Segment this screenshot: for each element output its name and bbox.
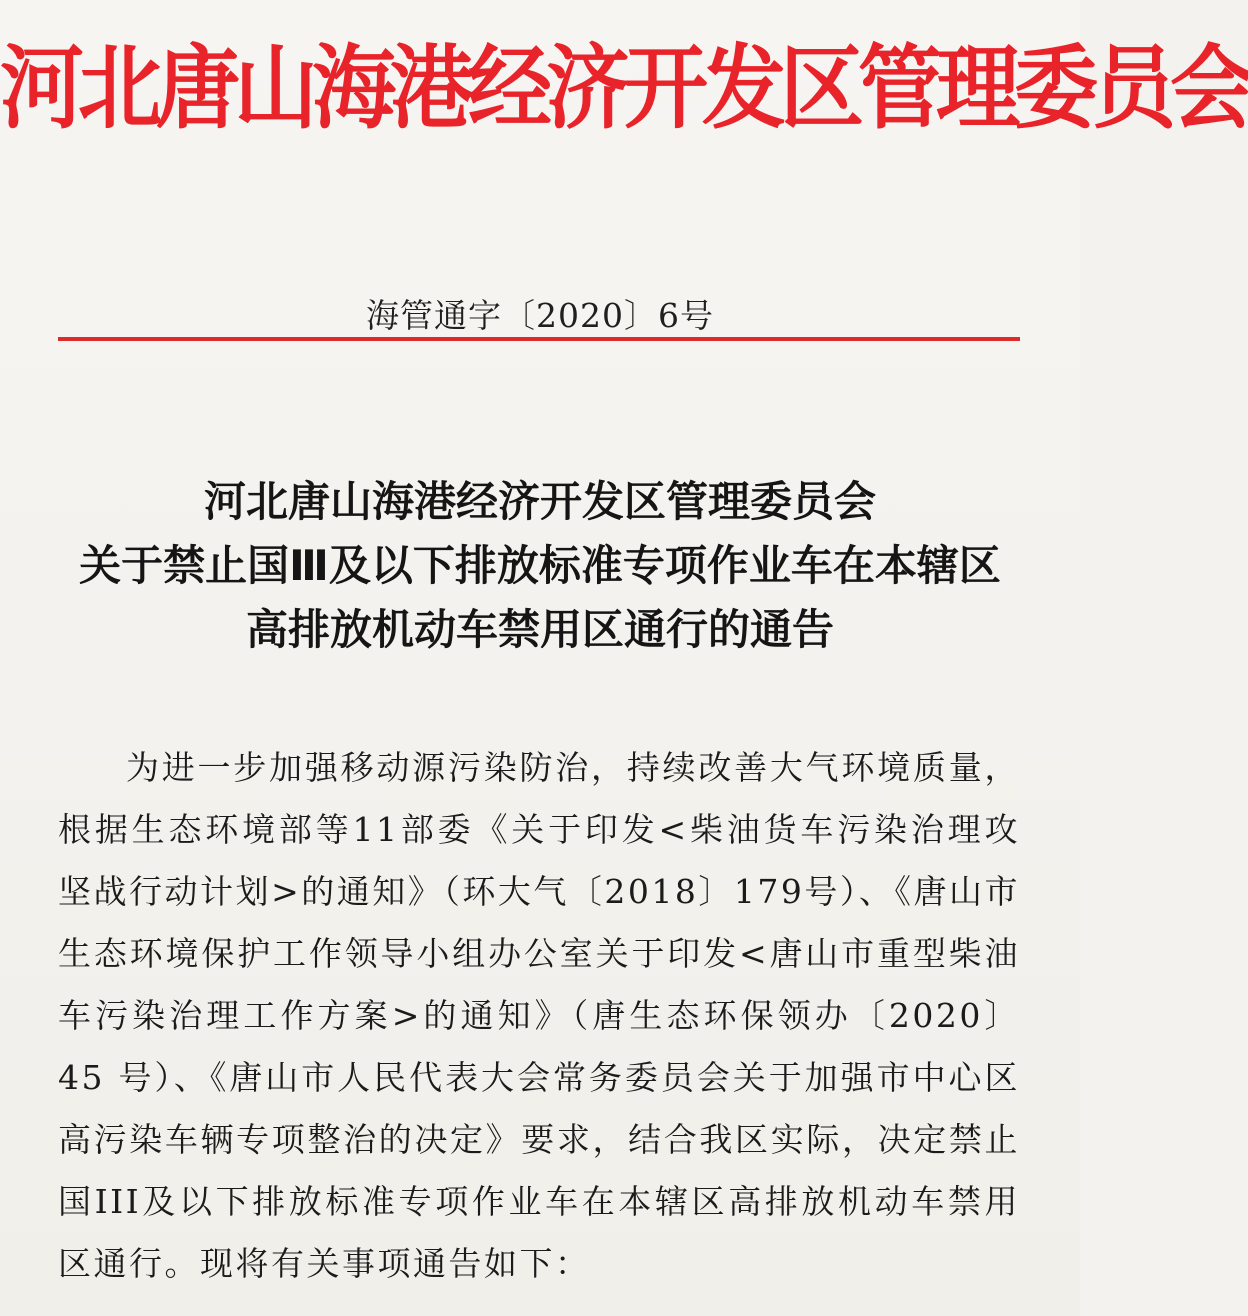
document-number: 海管通字〔2020〕6号	[366, 296, 714, 335]
notice-title-line-1: 河北唐山海港经济开发区管理委员会	[203, 477, 876, 526]
notice-title-line-2: 关于禁止国Ⅲ及以下排放标准专项作业车在本辖区	[79, 541, 1001, 590]
notice-title-line-3: 高排放机动车禁用区通行的通告	[245, 605, 834, 654]
issuing-authority-header: 河北唐山海港经济开发区管理委员会	[0, 35, 1248, 141]
notice-title	[0, 470, 1080, 662]
body-paragraph: 为进一步加强移动源污染防治，持续改善大气环境质量，根据生态环境部等11部委《关于印发<柴油货车污染治理攻坚战行动计划>的通知》（环大气〔2018〕179号）、《唐山市生态环境保护工作领导小组办公室关于印发<唐山市重型柴油车污染治理工作方案>的通知》（唐生态环保领办〔2020〕45 号）、《唐山市人民代表大会常务委员会关于加强市中心区高污染车辆专项整治的决定》要求，结合我区实际，决定禁止国III及以下排放标准专项作业车在本辖区高排放机动车禁用区通行。现将有关事项通告如下：	[58, 748, 1020, 1283]
red-divider-line	[58, 337, 1020, 341]
